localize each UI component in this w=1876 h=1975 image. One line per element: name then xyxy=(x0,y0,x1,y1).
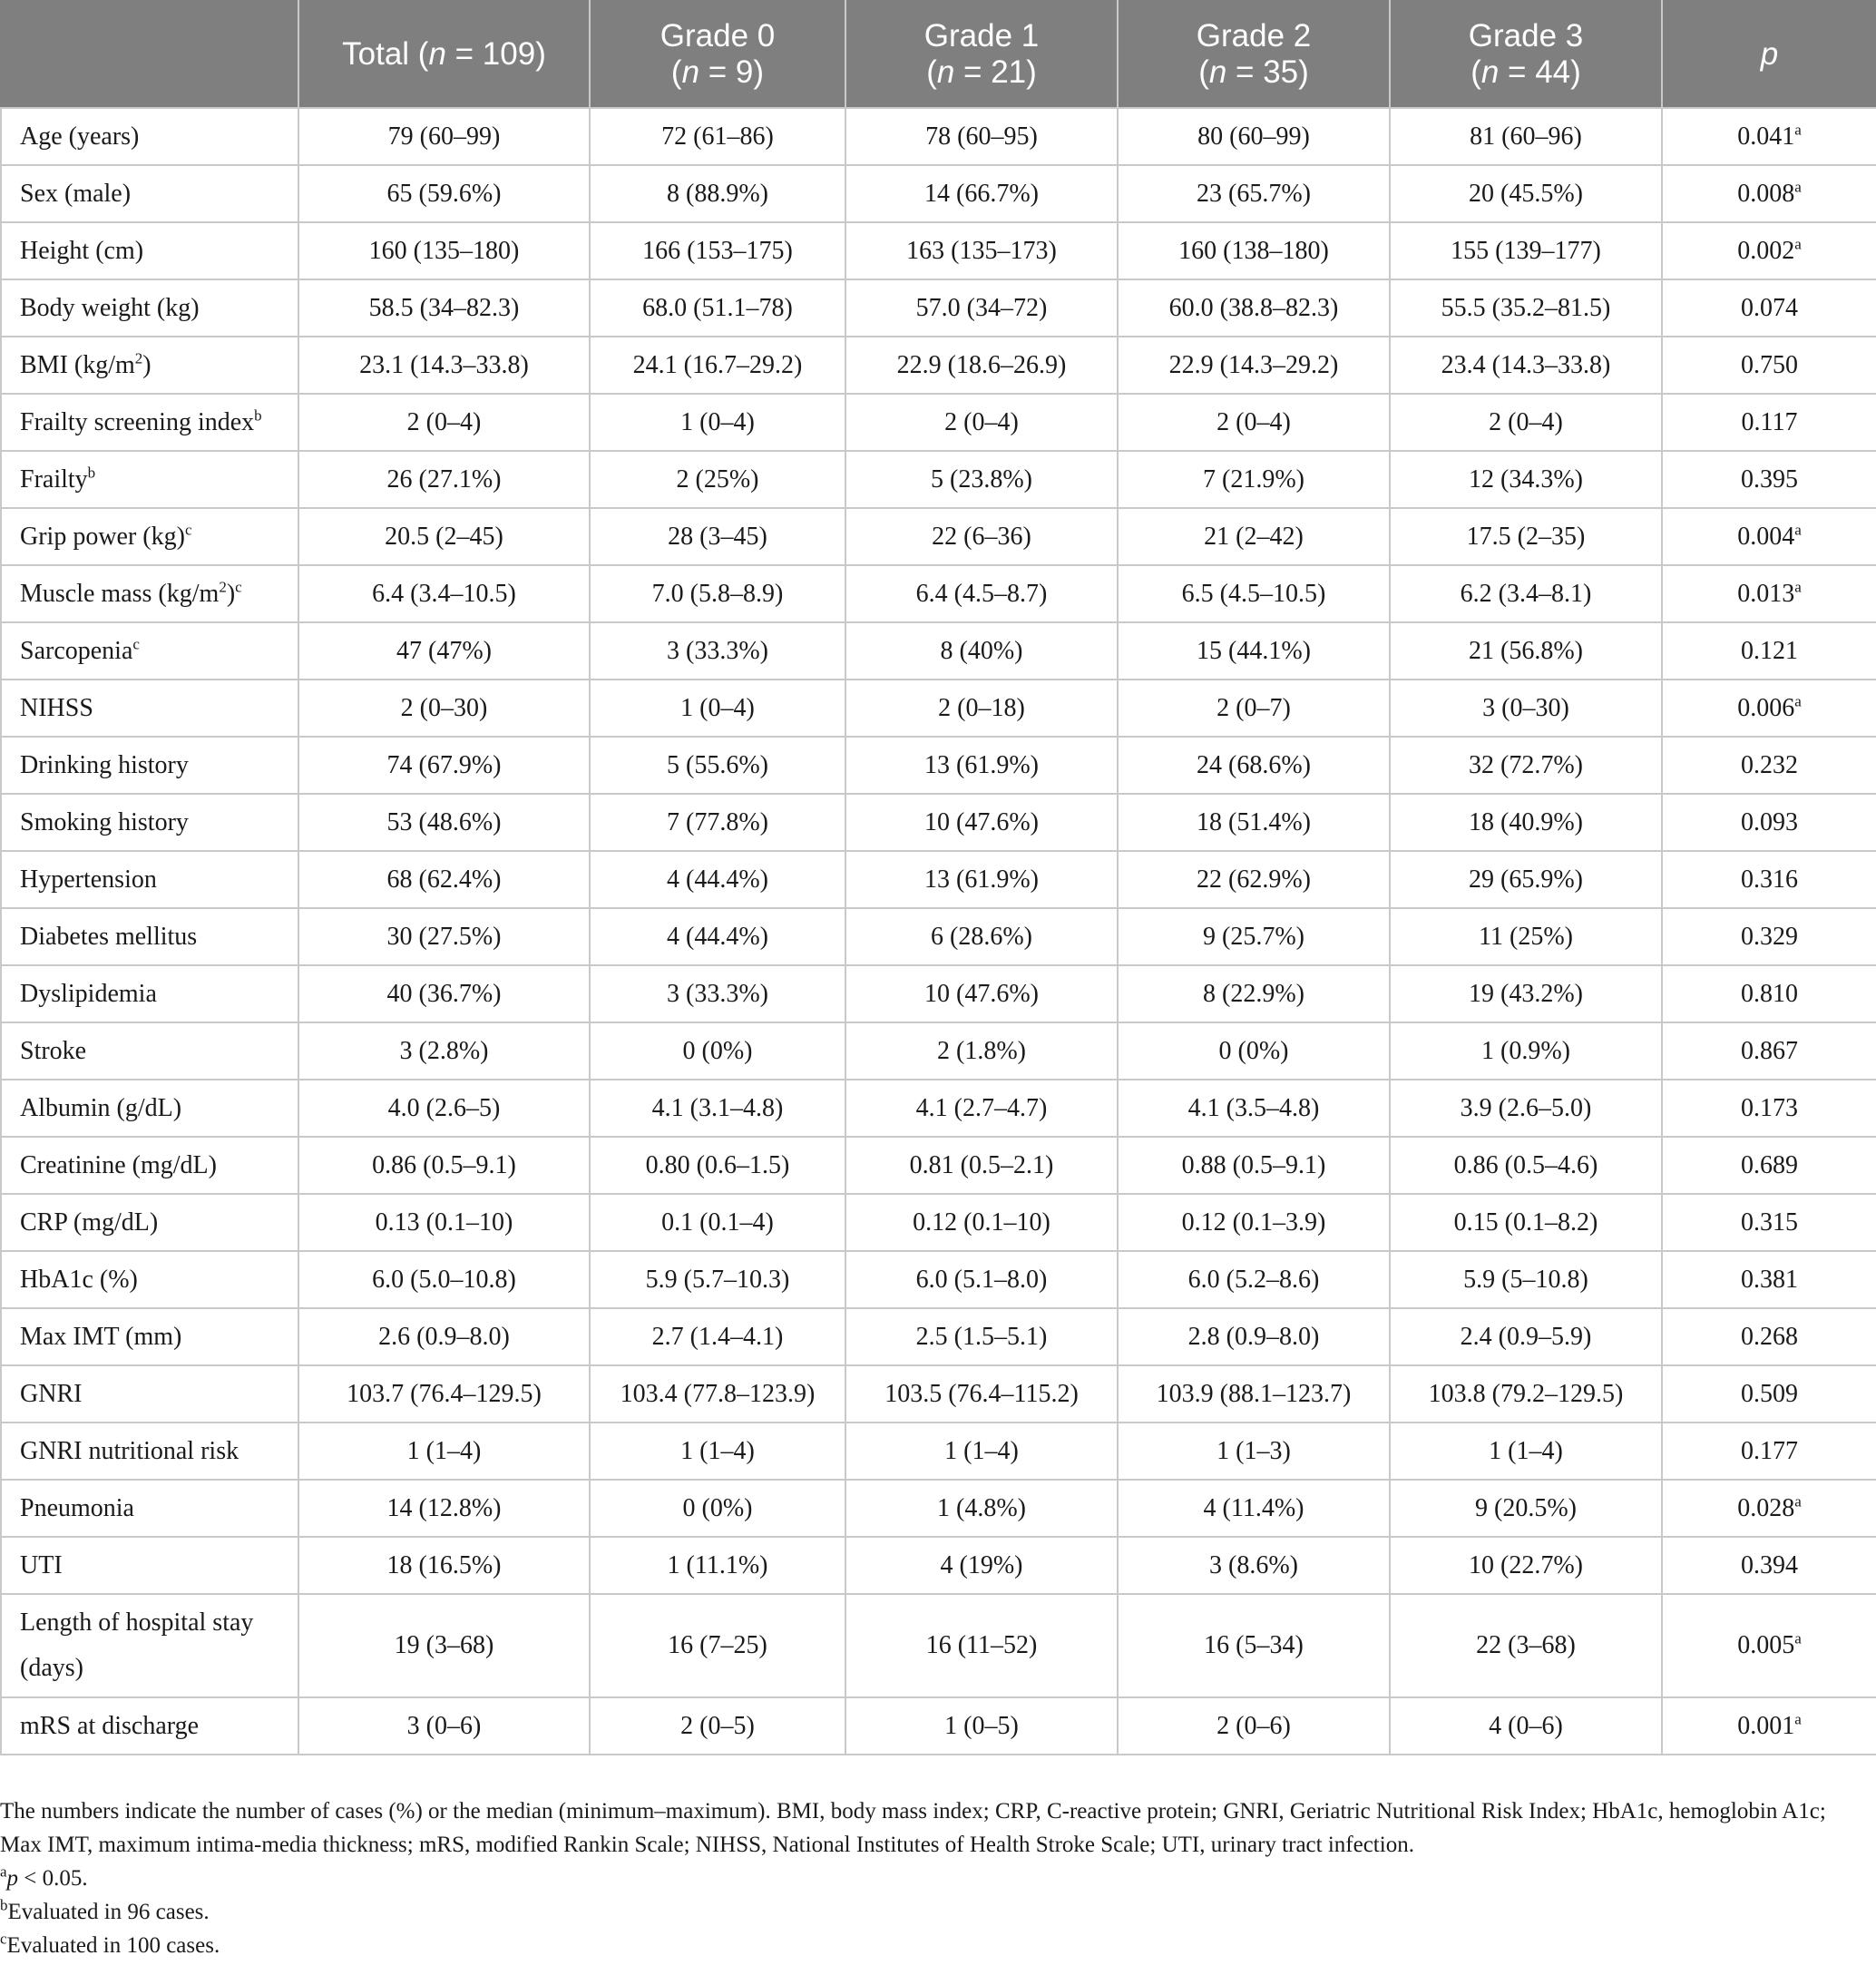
table-cell: 2 (0–5) xyxy=(590,1697,845,1755)
table-row xyxy=(1,908,1876,965)
table-cell: 7 (77.8%) xyxy=(590,794,845,851)
table-cell: 3 (8.6%) xyxy=(1118,1537,1390,1594)
p-value-cell: 0.093 xyxy=(1662,794,1876,851)
table-cell: 20 (45.5%) xyxy=(1390,165,1662,222)
table-cell: 10 (22.7%) xyxy=(1390,1537,1662,1594)
table-cell: 18 (40.9%) xyxy=(1390,794,1662,851)
table-cell: 6.5 (4.5–10.5) xyxy=(1118,565,1390,622)
table-cell: 22 (3–68) xyxy=(1390,1594,1662,1697)
table-cell: 22.9 (18.6–26.9) xyxy=(845,337,1118,394)
row-label: Creatinine (mg/dL) xyxy=(1,1137,298,1194)
table-cell: 53 (48.6%) xyxy=(298,794,590,851)
row-label: Pneumonia xyxy=(1,1480,298,1537)
table-cell: 3 (33.3%) xyxy=(590,622,845,680)
row-label: CRP (mg/dL) xyxy=(1,1194,298,1251)
table-cell: 22.9 (14.3–29.2) xyxy=(1118,337,1390,394)
row-label: Dyslipidemia xyxy=(1,965,298,1022)
table-cell: 103.5 (76.4–115.2) xyxy=(845,1365,1118,1423)
table-cell: 6.0 (5.0–10.8) xyxy=(298,1251,590,1308)
table-cell: 10 (47.6%) xyxy=(845,965,1118,1022)
row-label: Sex (male) xyxy=(1,165,298,222)
table-row xyxy=(1,279,1876,337)
table-cell: 2.8 (0.9–8.0) xyxy=(1118,1308,1390,1365)
table-cell: 4.1 (2.7–4.7) xyxy=(845,1080,1118,1137)
table-cell: 78 (60–95) xyxy=(845,108,1118,165)
table-cell: 4 (44.4%) xyxy=(590,851,845,908)
table-row xyxy=(1,1194,1876,1251)
table-cell: 1 (1–4) xyxy=(298,1423,590,1480)
table-cell: 1 (1–3) xyxy=(1118,1423,1390,1480)
p-value-cell: 0.268 xyxy=(1662,1308,1876,1365)
table-cell: 4 (19%) xyxy=(845,1537,1118,1594)
table-cell: 2 (0–6) xyxy=(1118,1697,1390,1755)
table-cell: 5 (23.8%) xyxy=(845,451,1118,508)
table-cell: 0 (0%) xyxy=(590,1022,845,1080)
header-row xyxy=(1,1,1876,108)
table-row xyxy=(1,1697,1876,1755)
row-label: Smoking history xyxy=(1,794,298,851)
p-value-cell: 0.001$^a$ xyxy=(1662,1697,1876,1755)
table-cell: 5.9 (5.7–10.3) xyxy=(590,1251,845,1308)
row-label: NIHSS xyxy=(1,680,298,737)
table-cell: 166 (153–175) xyxy=(590,222,845,279)
row-label: HbA1c (%) xyxy=(1,1251,298,1308)
table-cell: 16 (5–34) xyxy=(1118,1594,1390,1697)
table-cell: 1 (1–4) xyxy=(1390,1423,1662,1480)
table-cell: 2.5 (1.5–5.1) xyxy=(845,1308,1118,1365)
table-cell: 20.5 (2–45) xyxy=(298,508,590,565)
table-cell: 1 (1–4) xyxy=(845,1423,1118,1480)
footnote-c: $^c$Evaluated in 100 cases. xyxy=(0,1930,220,1958)
row-label: Height (cm) xyxy=(1,222,298,279)
table-cell: 6.4 (3.4–10.5) xyxy=(298,565,590,622)
p-value-cell: 0.173 xyxy=(1662,1080,1876,1137)
table-footnotes xyxy=(0,1794,1869,1962)
table-cell: 16 (11–52) xyxy=(845,1594,1118,1697)
table-cell: 103.9 (88.1–123.7) xyxy=(1118,1365,1390,1423)
table-cell: 0.86 (0.5–4.6) xyxy=(1390,1137,1662,1194)
row-label: Age (years) xyxy=(1,108,298,165)
table-cell: 1 (0.9%) xyxy=(1390,1022,1662,1080)
table-cell: 3 (0–6) xyxy=(298,1697,590,1755)
table-cell: 68 (62.4%) xyxy=(298,851,590,908)
table-cell: 103.8 (79.2–129.5) xyxy=(1390,1365,1662,1423)
table-cell: 1 (0–4) xyxy=(590,680,845,737)
row-label: Diabetes mellitus xyxy=(1,908,298,965)
table-cell: 14 (66.7%) xyxy=(845,165,1118,222)
table-cell: 72 (61–86) xyxy=(590,108,845,165)
table-row xyxy=(1,165,1876,222)
table-cell: 22 (6–36) xyxy=(845,508,1118,565)
p-value-cell: 0.689 xyxy=(1662,1137,1876,1194)
p-value-cell: 0.074 xyxy=(1662,279,1876,337)
table-row xyxy=(1,222,1876,279)
table-cell: 8 (40%) xyxy=(845,622,1118,680)
table-row xyxy=(1,394,1876,451)
table-cell: 40 (36.7%) xyxy=(298,965,590,1022)
table-row xyxy=(1,565,1876,622)
table-cell: 9 (20.5%) xyxy=(1390,1480,1662,1537)
header-total: Total (n = 109) xyxy=(298,1,590,108)
table-cell: 7.0 (5.8–8.9) xyxy=(590,565,845,622)
table-row xyxy=(1,737,1876,794)
row-label: Hypertension xyxy=(1,851,298,908)
row-label: BMI $(kg/m^2)$ xyxy=(1,337,298,394)
table-cell: 6.0 (5.1–8.0) xyxy=(845,1251,1118,1308)
p-value-cell: 0.867 xyxy=(1662,1022,1876,1080)
table-cell: 57.0 (34–72) xyxy=(845,279,1118,337)
table-cell: 13 (61.9%) xyxy=(845,851,1118,908)
header-grade-0: Grade 0 (n = 9) xyxy=(590,1,845,108)
table-cell: 3.9 (2.6–5.0) xyxy=(1390,1080,1662,1137)
p-value-cell: 0.232 xyxy=(1662,737,1876,794)
table-row xyxy=(1,108,1876,165)
table-cell: 12 (34.3%) xyxy=(1390,451,1662,508)
table-body xyxy=(1,108,1876,1755)
p-value-cell: 0.810 xyxy=(1662,965,1876,1022)
table-cell: 24 (68.6%) xyxy=(1118,737,1390,794)
table-cell: 28 (3–45) xyxy=(590,508,845,565)
row-label: Grip power (kg)$^c$ xyxy=(1,508,298,565)
table-cell: 0.12 (0.1–10) xyxy=(845,1194,1118,1251)
table-cell: 4 (11.4%) xyxy=(1118,1480,1390,1537)
table-cell: 65 (59.6%) xyxy=(298,165,590,222)
table-row xyxy=(1,1022,1876,1080)
p-value-cell: 0.013$^a$ xyxy=(1662,565,1876,622)
table-cell: 0.86 (0.5–9.1) xyxy=(298,1137,590,1194)
table-row xyxy=(1,1594,1876,1697)
p-value-cell: 0.005$^a$ xyxy=(1662,1594,1876,1697)
row-label: Stroke xyxy=(1,1022,298,1080)
table-cell: 15 (44.1%) xyxy=(1118,622,1390,680)
p-value-cell: 0.395 xyxy=(1662,451,1876,508)
table-cell: 0 (0%) xyxy=(590,1480,845,1537)
table-cell: 14 (12.8%) xyxy=(298,1480,590,1537)
table-cell: 0.12 (0.1–3.9) xyxy=(1118,1194,1390,1251)
table-cell: 29 (65.9%) xyxy=(1390,851,1662,908)
table-cell: 11 (25%) xyxy=(1390,908,1662,965)
table-cell: 21 (2–42) xyxy=(1118,508,1390,565)
footnote-a: $^a$p < 0.05. xyxy=(0,1863,88,1891)
table-cell: 23 (65.7%) xyxy=(1118,165,1390,222)
p-value-cell: 0.121 xyxy=(1662,622,1876,680)
table-row xyxy=(1,622,1876,680)
table-cell: 19 (43.2%) xyxy=(1390,965,1662,1022)
table-cell: 2 (0–7) xyxy=(1118,680,1390,737)
p-value-cell: 0.750 xyxy=(1662,337,1876,394)
p-value-cell: 0.028$^a$ xyxy=(1662,1480,1876,1537)
table-cell: 79 (60–99) xyxy=(298,108,590,165)
p-value-cell: 0.008$^a$ xyxy=(1662,165,1876,222)
table-cell: 30 (27.5%) xyxy=(298,908,590,965)
table-row xyxy=(1,508,1876,565)
table-row xyxy=(1,965,1876,1022)
table-cell: 0.15 (0.1–8.2) xyxy=(1390,1194,1662,1251)
table-cell: 2 (0–4) xyxy=(1390,394,1662,451)
footnote-b: $^b$Evaluated in 96 cases. xyxy=(0,1896,210,1924)
p-value-cell: 0.006$^a$ xyxy=(1662,680,1876,737)
header-grade-1: Grade 1 (n = 21) xyxy=(845,1,1118,108)
table-cell: 55.5 (35.2–81.5) xyxy=(1390,279,1662,337)
table-cell: 9 (25.7%) xyxy=(1118,908,1390,965)
p-value-cell: 0.177 xyxy=(1662,1423,1876,1480)
table-cell: 155 (139–177) xyxy=(1390,222,1662,279)
table-cell: 23.4 (14.3–33.8) xyxy=(1390,337,1662,394)
table-cell: 160 (138–180) xyxy=(1118,222,1390,279)
table-cell: 24.1 (16.7–29.2) xyxy=(590,337,845,394)
table-cell: 8 (88.9%) xyxy=(590,165,845,222)
row-label: GNRI nutritional risk xyxy=(1,1423,298,1480)
p-value-cell: 0.041$^a$ xyxy=(1662,108,1876,165)
table-row xyxy=(1,680,1876,737)
table-cell: 0.1 (0.1–4) xyxy=(590,1194,845,1251)
table-cell: 2 (0–4) xyxy=(845,394,1118,451)
p-value-cell: 0.381 xyxy=(1662,1251,1876,1308)
table-row xyxy=(1,1537,1876,1594)
table-cell: 18 (51.4%) xyxy=(1118,794,1390,851)
table-cell: 0.80 (0.6–1.5) xyxy=(590,1137,845,1194)
p-value-cell: 0.315 xyxy=(1662,1194,1876,1251)
table-cell: 1 (11.1%) xyxy=(590,1537,845,1594)
p-value-cell: 0.509 xyxy=(1662,1365,1876,1423)
table-cell: 2.4 (0.9–5.9) xyxy=(1390,1308,1662,1365)
table-row xyxy=(1,1423,1876,1480)
p-value-cell: 0.117 xyxy=(1662,394,1876,451)
table-row xyxy=(1,451,1876,508)
table-cell: 2 (0–4) xyxy=(298,394,590,451)
table-cell: 80 (60–99) xyxy=(1118,108,1390,165)
row-label: Sarcopenia$^c$ xyxy=(1,622,298,680)
table-cell: 4 (44.4%) xyxy=(590,908,845,965)
table-cell: 32 (72.7%) xyxy=(1390,737,1662,794)
table-cell: 26 (27.1%) xyxy=(298,451,590,508)
table-cell: 1 (4.8%) xyxy=(845,1480,1118,1537)
table-cell: 4.1 (3.5–4.8) xyxy=(1118,1080,1390,1137)
row-label: Max IMT (mm) xyxy=(1,1308,298,1365)
table-cell: 2 (1.8%) xyxy=(845,1022,1118,1080)
table-cell: 7 (21.9%) xyxy=(1118,451,1390,508)
row-label: Frailty screening index$^b$ xyxy=(1,394,298,451)
table-cell: 1 (1–4) xyxy=(590,1423,845,1480)
table-cell: 18 (16.5%) xyxy=(298,1537,590,1594)
row-label: Albumin (g/dL) xyxy=(1,1080,298,1137)
table-cell: 60.0 (38.8–82.3) xyxy=(1118,279,1390,337)
table-cell: 1 (0–4) xyxy=(590,394,845,451)
table-cell: 68.0 (51.1–78) xyxy=(590,279,845,337)
table-cell: 16 (7–25) xyxy=(590,1594,845,1697)
table-cell: 8 (22.9%) xyxy=(1118,965,1390,1022)
table-cell: 1 (0–5) xyxy=(845,1697,1118,1755)
row-label: Length of hospital stay (days) xyxy=(1,1594,298,1697)
table-cell: 2 (0–30) xyxy=(298,680,590,737)
table-cell: 103.4 (77.8–123.9) xyxy=(590,1365,845,1423)
table-cell: 21 (56.8%) xyxy=(1390,622,1662,680)
footnote-abbreviations: The numbers indicate the number of cases (%) or the median (minimum–maximum). BMI, body mass index; CRP, C-reactive protein; GNRI, Geriatric Nutritional Risk Index; HbA1c, hemoglobin A1c; Max IMT, maximum intima-media thickness; mRS, modified Rankin Scale; NIHSS, National Institutes of Health Stroke Scale; UTI, urinary tract infection. xyxy=(0,1799,1826,1857)
row-label: GNRI xyxy=(1,1365,298,1423)
table-cell: 6 (28.6%) xyxy=(845,908,1118,965)
table-cell: 3 (0–30) xyxy=(1390,680,1662,737)
table-row xyxy=(1,337,1876,394)
table-cell: 2 (0–18) xyxy=(845,680,1118,737)
table-cell: 4.1 (3.1–4.8) xyxy=(590,1080,845,1137)
table-cell: 0 (0%) xyxy=(1118,1022,1390,1080)
table-row xyxy=(1,851,1876,908)
p-value-cell: 0.004$^a$ xyxy=(1662,508,1876,565)
p-value-cell: 0.316 xyxy=(1662,851,1876,908)
table-cell: 0.81 (0.5–2.1) xyxy=(845,1137,1118,1194)
table-row xyxy=(1,1137,1876,1194)
table-cell: 13 (61.9%) xyxy=(845,737,1118,794)
row-label: Muscle mass $(kg/m^2)^c$ xyxy=(1,565,298,622)
table-cell: 19 (3–68) xyxy=(298,1594,590,1697)
table-cell: 0.88 (0.5–9.1) xyxy=(1118,1137,1390,1194)
table-cell: 6.4 (4.5–8.7) xyxy=(845,565,1118,622)
table-cell: 2.7 (1.4–4.1) xyxy=(590,1308,845,1365)
row-label: mRS at discharge xyxy=(1,1697,298,1755)
table-cell: 103.7 (76.4–129.5) xyxy=(298,1365,590,1423)
table-row xyxy=(1,1480,1876,1537)
table-row xyxy=(1,1251,1876,1308)
table-cell: 5.9 (5–10.8) xyxy=(1390,1251,1662,1308)
row-label: UTI xyxy=(1,1537,298,1594)
table-cell: 17.5 (2–35) xyxy=(1390,508,1662,565)
table-row xyxy=(1,1308,1876,1365)
table-row xyxy=(1,1080,1876,1137)
p-value-cell: 0.329 xyxy=(1662,908,1876,965)
table-cell: 81 (60–96) xyxy=(1390,108,1662,165)
p-value-cell: 0.394 xyxy=(1662,1537,1876,1594)
table-cell: 5 (55.6%) xyxy=(590,737,845,794)
table-cell: 23.1 (14.3–33.8) xyxy=(298,337,590,394)
table-cell: 47 (47%) xyxy=(298,622,590,680)
table-cell: 4 (0–6) xyxy=(1390,1697,1662,1755)
header-grade-2: Grade 2 (n = 35) xyxy=(1118,1,1390,108)
table-cell: 160 (135–180) xyxy=(298,222,590,279)
table-cell: 3 (2.8%) xyxy=(298,1022,590,1080)
table-cell: 74 (67.9%) xyxy=(298,737,590,794)
table-cell: 3 (33.3%) xyxy=(590,965,845,1022)
table-cell: 22 (62.9%) xyxy=(1118,851,1390,908)
p-value-cell: 0.002$^a$ xyxy=(1662,222,1876,279)
header-blank xyxy=(1,1,298,108)
row-label: Frailty$^b$ xyxy=(1,451,298,508)
table-cell: 163 (135–173) xyxy=(845,222,1118,279)
table-cell: 0.13 (0.1–10) xyxy=(298,1194,590,1251)
header-grade-3: Grade 3 (n = 44) xyxy=(1390,1,1662,108)
table-cell: 6.0 (5.2–8.6) xyxy=(1118,1251,1390,1308)
table-cell: 10 (47.6%) xyxy=(845,794,1118,851)
table-cell: 2.6 (0.9–8.0) xyxy=(298,1308,590,1365)
table-cell: 58.5 (34–82.3) xyxy=(298,279,590,337)
header-p-value: p xyxy=(1662,1,1876,108)
table-cell: 2 (25%) xyxy=(590,451,845,508)
row-label: Body weight (kg) xyxy=(1,279,298,337)
table-row xyxy=(1,794,1876,851)
table-cell: 4.0 (2.6–5) xyxy=(298,1080,590,1137)
table-cell: 6.2 (3.4–8.1) xyxy=(1390,565,1662,622)
row-label: Drinking history xyxy=(1,737,298,794)
table-row xyxy=(1,1365,1876,1423)
table-cell: 2 (0–4) xyxy=(1118,394,1390,451)
